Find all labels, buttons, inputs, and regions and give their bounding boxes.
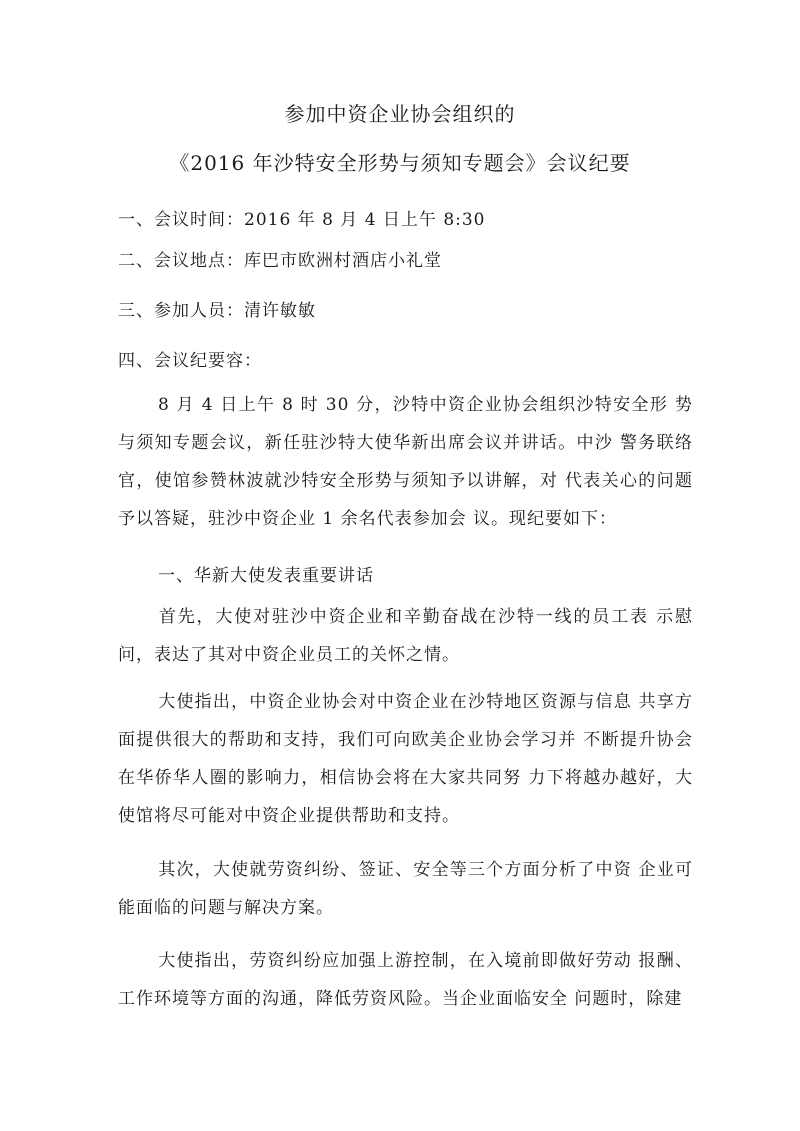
paragraph-text: 大使指出，劳资纠纷应加强上游控制，在入境前即做好劳动 报酬、工作环境等方面的沟通，降低劳资风险。当企业面临安全 问题时，除建 <box>118 951 693 1009</box>
paragraph-text: 首先，大使对驻沙中资企业和辛勤奋战在沙特一线的员工表 示慰问，表达了其对中资企业员工的关怀之情。 <box>118 607 693 665</box>
section-heading-speech <box>118 557 693 595</box>
paragraph-labor-disputes <box>118 942 693 1018</box>
minutes-heading: 四、会议纪要容： <box>118 351 262 371</box>
meeting-time: 一、会议时间：2016 年 8 月 4 日上午 8:30 <box>118 210 486 230</box>
paragraph-issues <box>118 851 693 927</box>
paragraph-association <box>118 683 693 835</box>
paragraph-text: 8 月 4 日上午 8 时 30 分，沙特中资企业协会组织沙特安全形 势与须知专题会议，新任驻沙特大使华新出席会议并讲话。中沙 警务联络官，使馆参赞林波就沙特安全形势与须知予以讲解，对 代表关心的问题予以答疑，驻沙中资企业 1 余名代表参加会 议。现纪要如下： <box>118 395 693 529</box>
paragraph-overview <box>118 386 693 538</box>
meeting-place: 二、会议地点：库巴市欧洲村酒店小礼堂 <box>118 251 442 271</box>
paragraph-text: 大使指出，中资企业协会对中资企业在沙特地区资源与信息 共享方面提供很大的帮助和支持，我们可向欧美企业协会学习并 不断提升协会在华侨华人圈的影响力，相信协会将在大家共同努 力下将越办越好，大使馆将尽可能对中资企业提供帮助和支持。 <box>118 692 693 826</box>
attendees: 三、参加人员：清许敏敏 <box>118 301 316 321</box>
document-title-line-2: 《2016 年沙特安全形势与须知专题会》会议纪要 <box>169 151 631 175</box>
paragraph-greeting <box>118 598 693 674</box>
document-title-line-1: 参加中资企业协会组织的 <box>284 102 516 126</box>
paragraph-text: 一、华新大使发表重要讲话 <box>158 566 374 586</box>
paragraph-text: 其次，大使就劳资纠纷、签证、安全等三个方面分析了中资 企业可能面临的问题与解决方案。 <box>118 860 693 918</box>
